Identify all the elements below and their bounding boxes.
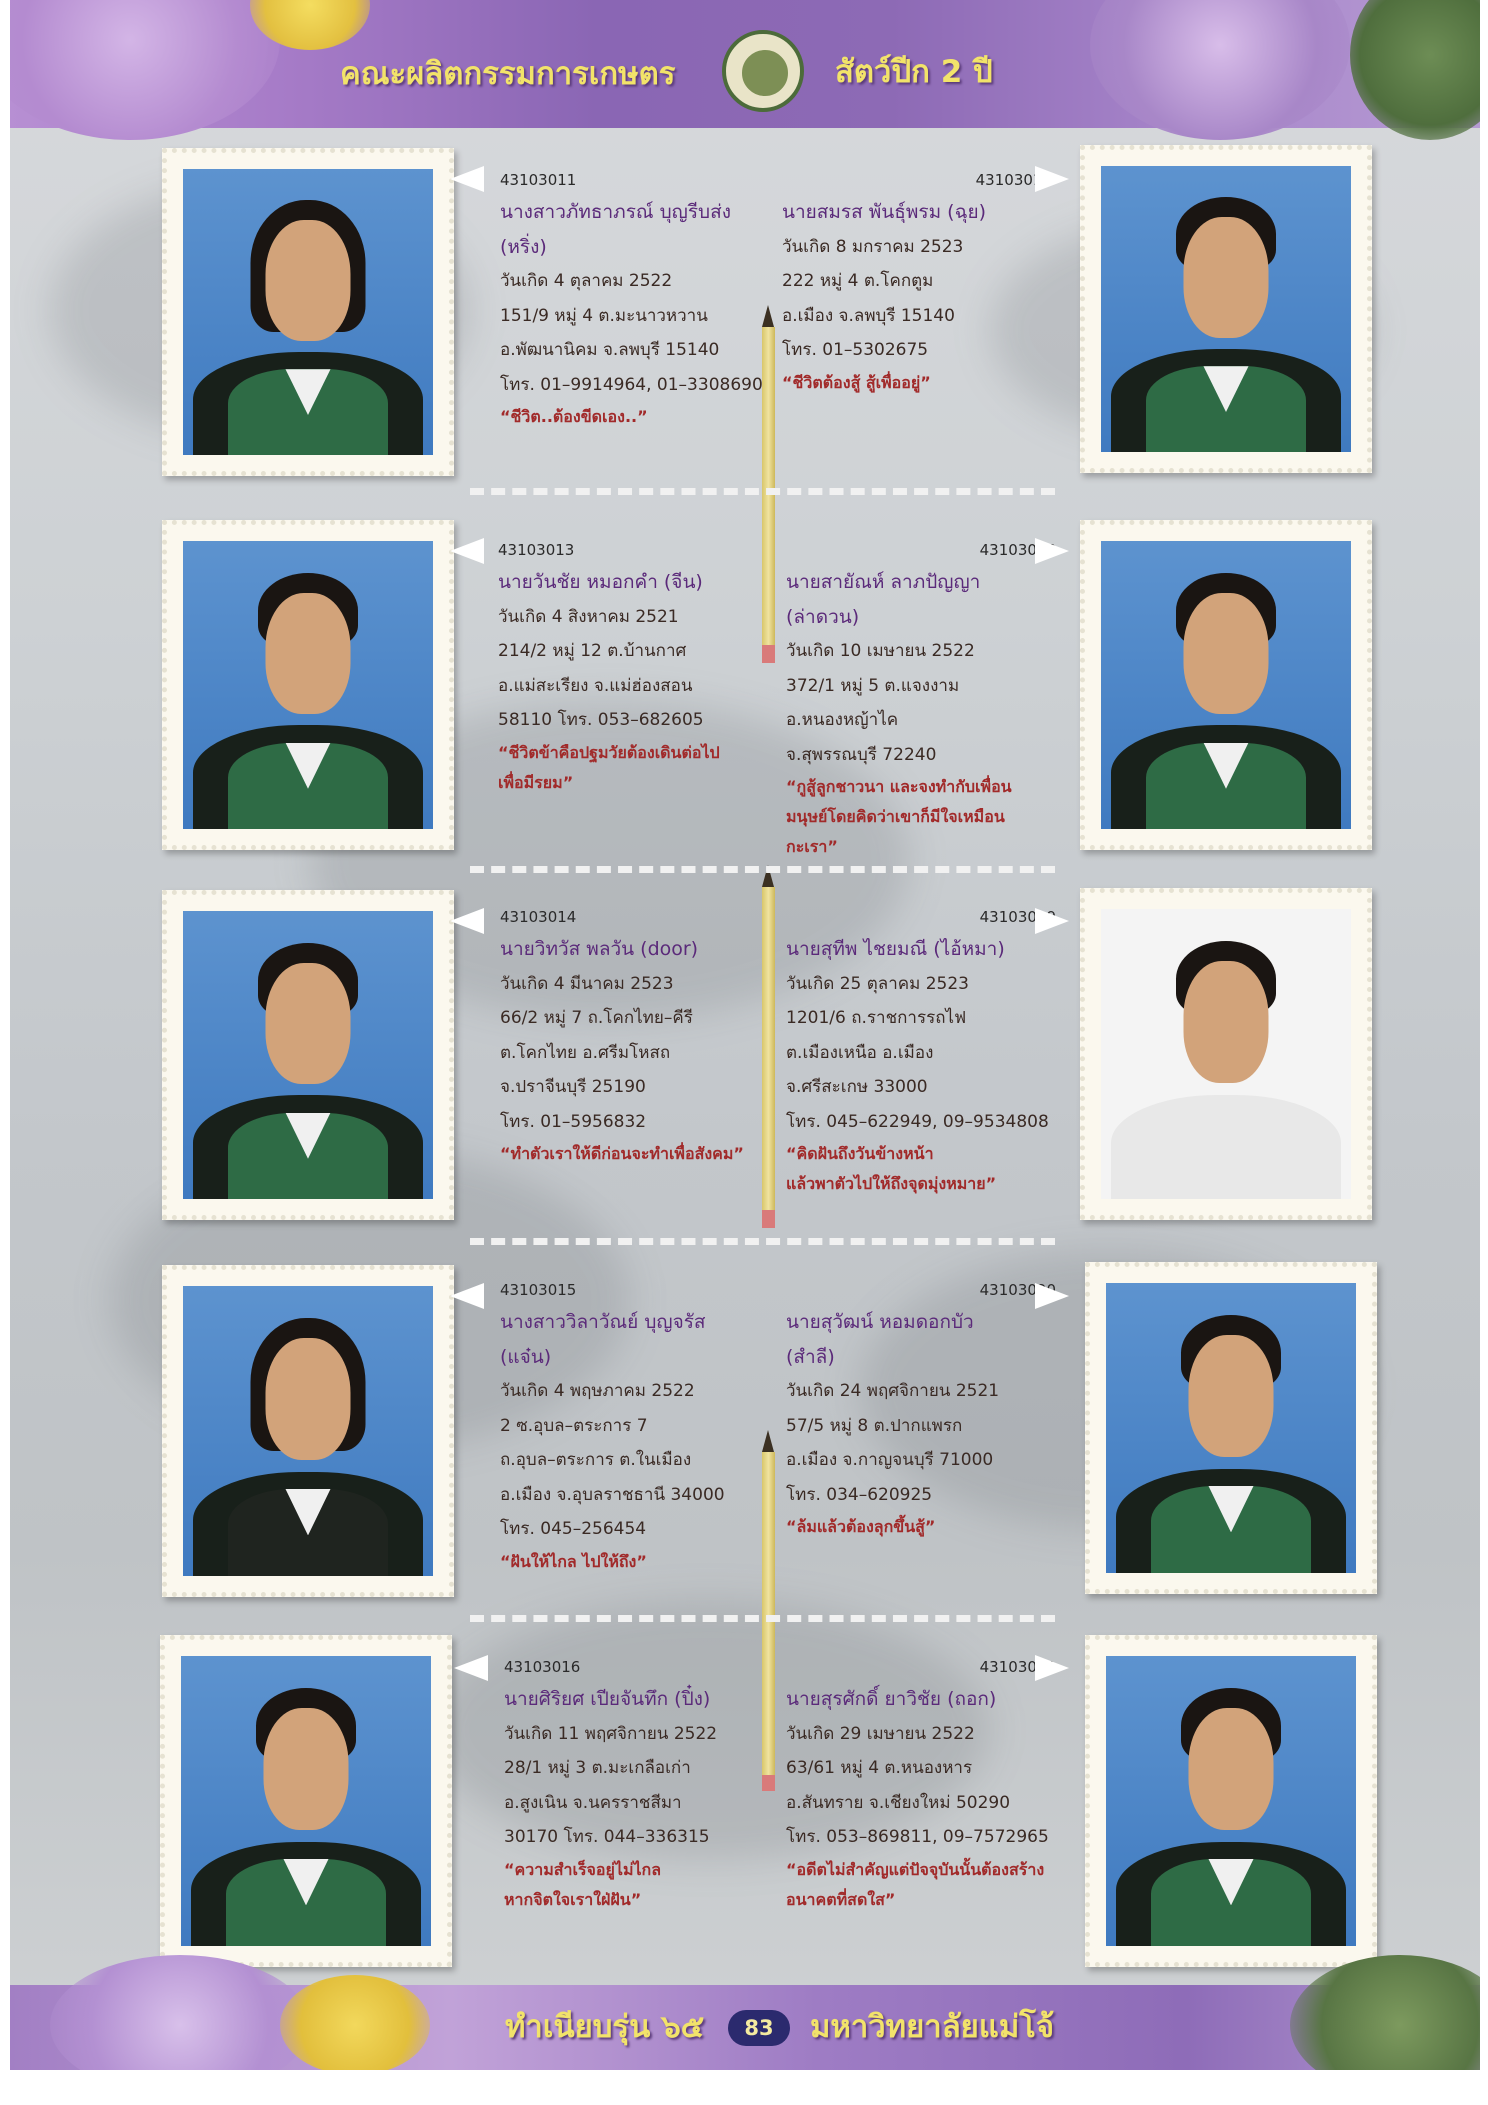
portrait-stamp-43103020 <box>1085 1262 1377 1594</box>
student-nickname: (หริ่ง) <box>500 235 547 258</box>
student-nickname: (สำลี) <box>786 1345 835 1368</box>
motto: เพื่อมีรยม” <box>498 772 574 792</box>
row-divider <box>470 866 1055 873</box>
address-line: 66/2 หมู่ 7 ถ.โคกไทย–คีรี <box>500 1008 693 1028</box>
student-nickname: (ล่าดวน) <box>786 605 860 628</box>
student-name: นางสาววิลาวัณย์ บุญจรัส <box>500 1311 706 1333</box>
footer-university-name: มหาวิทยาลัยแม่โจ้ <box>810 2009 1055 2045</box>
student-id: 43103019 <box>979 908 1056 926</box>
portrait-stamp-43103015 <box>162 1265 454 1597</box>
motto: “ล้มแล้วต้องลุกขึ้นสู้” <box>786 1517 936 1536</box>
phone: โทร. 01–5302675 <box>782 340 929 360</box>
student-id: 43103014 <box>500 908 577 926</box>
pointer-arrow <box>450 166 484 192</box>
motto: มนุษย์โดยคิดว่าเขาก็มีใจเหมือน <box>786 807 1005 826</box>
address-line: อ.เมือง จ.อุบลราชธานี 34000 <box>500 1484 725 1505</box>
birth-date: วันเกิด 29 เมษายน 2522 <box>786 1723 975 1744</box>
student-name: นายสายัณห์ ลาภปัญญา <box>786 571 981 593</box>
address-line: อ.พัฒนานิคม จ.ลพบุรี 15140 <box>500 340 720 360</box>
student-entry-43103013 <box>498 535 768 798</box>
student-id: 43103021 <box>979 1658 1056 1676</box>
phone: โทร. 01–5956832 <box>500 1111 647 1132</box>
address-line: อ.แม่สะเรียง จ.แม่ฮ่องสอน <box>498 675 693 696</box>
address-line: 372/1 หมู่ 5 ต.แจงงาม <box>786 675 960 696</box>
header-faculty-title: คณะผลิตกรรมการเกษตร <box>340 56 676 92</box>
student-id: 43103013 <box>498 541 575 559</box>
address-line: 28/1 หมู่ 3 ต.มะเกลือเก่า <box>504 1758 691 1778</box>
student-name: นายศิริยศ เปียจันทึก (ปิ๋ง) <box>504 1688 711 1710</box>
student-entry-43103011 <box>500 165 770 432</box>
motto: “กูสู้ลูกชาวนา และจงทำกับเพื่อน <box>786 777 1012 796</box>
address-line: 63/61 หมู่ 4 ต.หนองหาร <box>786 1758 973 1778</box>
pointer-arrow <box>1035 166 1069 192</box>
motto: “อดีตไม่สำคัญแต่ปัจจุบันนั้นต้องสร้าง <box>786 1859 1045 1879</box>
address-line: จ.ปราจีนบุรี 25190 <box>500 1077 646 1097</box>
phone: โทร. 045–256454 <box>500 1519 647 1539</box>
address-line: ต.เมืองเหนือ อ.เมือง <box>786 1042 934 1063</box>
student-entry-43103018 <box>786 535 1056 862</box>
portrait-stamp-43103018 <box>1080 520 1372 850</box>
motto: “ชีวิตข้าคือปฐมวัยต้องเดินต่อไป <box>498 742 720 762</box>
page-number: 83 <box>728 2010 790 2046</box>
student-name: นายสุรศักดิ์ ยาวิชัย (ถอก) <box>786 1688 997 1710</box>
address-line: 1201/6 ถ.ราชการรถไฟ <box>786 1008 967 1028</box>
motto: อนาคตที่สดใส” <box>786 1889 896 1909</box>
portrait-stamp-43103021 <box>1085 1635 1377 1967</box>
student-entry-43103016 <box>504 1652 774 1915</box>
student-entry-43103019 <box>786 902 1056 1199</box>
motto: “ชีวิต..ต้องขีดเอง..” <box>500 407 648 426</box>
pointer-arrow <box>450 908 484 934</box>
motto: “ฝันให้ไกล ไปให้ถึง” <box>500 1551 647 1571</box>
birth-date: วันเกิด 4 ตุลาคม 2522 <box>500 271 673 291</box>
address-line: ต.โคกไทย อ.ศรีมโหสถ <box>500 1042 671 1063</box>
student-name: นางสาวภัทธาภรณ์ บุญรีบส่ง <box>500 201 731 223</box>
birth-date: วันเกิด 8 มกราคม 2523 <box>782 236 964 257</box>
birth-date: วันเกิด 4 พฤษภาคม 2522 <box>500 1381 695 1401</box>
phone: 58110 โทร. 053–682605 <box>498 710 704 730</box>
address-line: 2 ซ.อุบล–ตระการ 7 <box>500 1415 648 1436</box>
student-entry-43103020 <box>786 1275 1056 1542</box>
student-entry-43103015 <box>500 1275 770 1577</box>
student-id: 43103020 <box>979 1281 1056 1299</box>
student-id: 43103017 <box>975 171 1052 189</box>
motto: “ชีวิตต้องสู้ สู้เพื่ออยู่” <box>782 372 931 392</box>
student-nickname: (แจ๋น) <box>500 1345 552 1368</box>
motto: “ความสำเร็จอยู่ไม่ไกล <box>504 1859 662 1879</box>
phone: โทร. 034–620925 <box>786 1484 933 1505</box>
motto: “คิดฝันถึงวันข้างหน้า <box>786 1144 934 1163</box>
university-seal-logo <box>722 30 804 112</box>
pointer-arrow <box>1035 908 1069 934</box>
address-line: 222 หมู่ 4 ต.โคกตูม <box>782 271 934 291</box>
yearbook-page <box>10 0 1480 2070</box>
footer-class-title: ทำเนียบรุ่น ๖๕ <box>505 2009 705 2045</box>
birth-date: วันเกิด 11 พฤศจิกายน 2522 <box>504 1723 718 1744</box>
header-program-title: สัตว์ปีก 2 ปี <box>835 54 993 90</box>
address-line: 151/9 หมู่ 4 ต.มะนาวหวาน <box>500 305 708 326</box>
student-name: นายวันชัย หมอกคำ (จีน) <box>498 571 703 593</box>
motto: กะเรา” <box>786 837 838 856</box>
student-entry-43103021 <box>786 1652 1056 1915</box>
row-divider <box>470 1615 1055 1622</box>
pointer-arrow <box>1035 538 1069 564</box>
pointer-arrow <box>450 538 484 564</box>
pointer-arrow <box>454 1655 488 1681</box>
student-id: 43103016 <box>504 1658 581 1676</box>
portrait-stamp-43103019 <box>1080 888 1372 1220</box>
student-name: นายวิทวัส พลวัน (door) <box>500 938 699 960</box>
phone: โทร. 01–9914964, 01–3308690 <box>500 374 763 395</box>
student-id: 43103011 <box>500 171 577 189</box>
student-name: นายสมรส พันธุ์พรม (ฉุย) <box>782 201 987 223</box>
phone: 30170 โทร. 044–336315 <box>504 1827 710 1847</box>
address-line: 214/2 หมู่ 12 ต.บ้านกาศ <box>498 641 687 661</box>
address-line: จ.ศรีสะเกษ 33000 <box>786 1077 928 1097</box>
pointer-arrow <box>1035 1655 1069 1681</box>
page-header <box>10 0 1480 128</box>
row-divider <box>470 488 1055 495</box>
birth-date: วันเกิด 4 มีนาคม 2523 <box>500 973 674 994</box>
student-name: นายสุทีพ ไชยมณี (ไอ้หมา) <box>786 938 1005 960</box>
pointer-arrow <box>450 1283 484 1309</box>
motto: หากจิตใจเราใฝ่ฝัน” <box>504 1889 642 1909</box>
student-entry-43103014 <box>500 902 770 1169</box>
portrait-stamp-43103016 <box>160 1635 452 1967</box>
phone: โทร. 045–622949, 09–9534808 <box>786 1111 1049 1132</box>
portrait-stamp-43103011 <box>162 148 454 476</box>
portrait-stamp-43103014 <box>162 890 454 1220</box>
address-line: อ.เมือง จ.กาญจนบุรี 71000 <box>786 1450 994 1470</box>
motto: แล้วพาตัวไปให้ถึงจุดมุ่งหมาย” <box>786 1174 997 1193</box>
address-line: อ.สูงเนิน จ.นครราชสีมา <box>504 1792 682 1813</box>
phone: โทร. 053–869811, 09–7572965 <box>786 1827 1049 1847</box>
motto: “ทำตัวเราให้ดีก่อนจะทำเพื่อสังคม” <box>500 1144 744 1163</box>
address-line: 57/5 หมู่ 8 ต.ปากแพรก <box>786 1415 963 1436</box>
student-id: 43103015 <box>500 1281 577 1299</box>
pointer-arrow <box>1035 1283 1069 1309</box>
address-line: ถ.อุบล–ตระการ ต.ในเมือง <box>500 1450 692 1470</box>
address-line: อ.เมือง จ.ลพบุรี 15140 <box>782 305 955 326</box>
birth-date: วันเกิด 24 พฤศจิกายน 2521 <box>786 1381 1000 1401</box>
student-entry-43103017 <box>782 165 1052 398</box>
portrait-stamp-43103017 <box>1080 145 1372 473</box>
student-id: 43103018 <box>979 541 1056 559</box>
portrait-stamp-43103013 <box>162 520 454 850</box>
birth-date: วันเกิด 4 สิงหาคม 2521 <box>498 606 679 627</box>
row-divider <box>470 1238 1055 1245</box>
birth-date: วันเกิด 25 ตุลาคม 2523 <box>786 973 969 994</box>
address-line: อ.หนองหญ้าไค <box>786 710 899 730</box>
address-line: จ.สุพรรณบุรี 72240 <box>786 744 937 765</box>
address-line: อ.สันทราย จ.เชียงใหม่ 50290 <box>786 1792 1011 1813</box>
birth-date: วันเกิด 10 เมษายน 2522 <box>786 641 975 661</box>
student-name: นายสุวัฒน์ หอมดอกบัว <box>786 1311 974 1333</box>
